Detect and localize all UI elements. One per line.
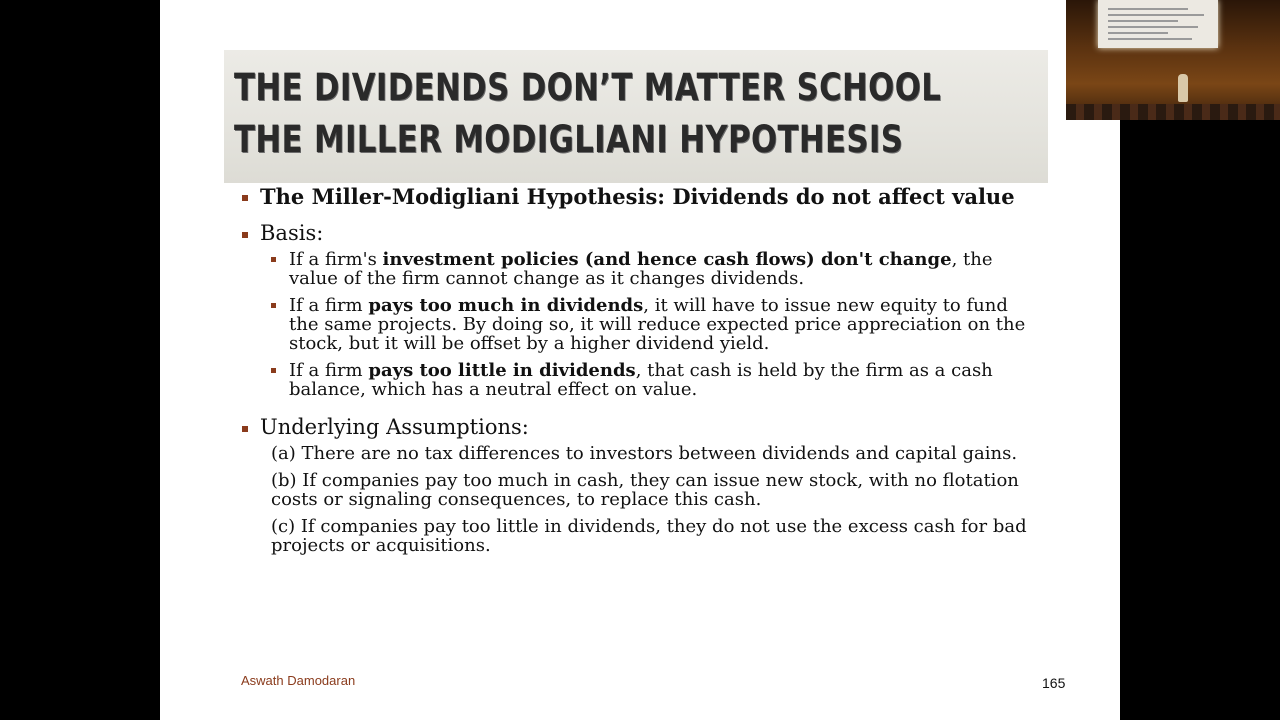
auditorium-seats — [1066, 104, 1280, 120]
bullet-underlying-assumptions: Underlying Assumptions: — [242, 417, 1042, 438]
slide-title-line-2: THE MILLER MODIGLIANI HYPOTHESIS — [234, 118, 904, 161]
basis-item-2 — [271, 296, 1042, 353]
presentation-slide — [160, 0, 1120, 720]
basis-item-1-pre: If a firm's — [289, 249, 383, 270]
basis-item-1-bold: investment policies (and hence cash flows) don't change — [382, 249, 952, 270]
lecture-video-thumbnail[interactable] — [1066, 0, 1280, 120]
basis-item-3-pre: If a firm — [289, 360, 369, 381]
slide-title-line-1: THE DIVIDENDS DON’T MATTER SCHOOL — [234, 66, 942, 109]
title-banner — [224, 50, 1048, 183]
footer-author: Aswath Damodaran — [241, 673, 356, 688]
bullet-mm-hypothesis: The Miller-Modigliani Hypothesis: Dividends do not affect value — [242, 186, 1042, 207]
basis-item-2-post: , it will have to issue new equity to fund the same projects. By doing so, it will reduce expected price appreciation on the stock, but it will be offset by a higher dividend yield. — [289, 295, 1026, 354]
basis-item-1-post: , the value of the firm cannot change as it changes dividends. — [289, 249, 993, 289]
assumption-a: (a) There are no tax differences to investors between dividends and capital gains. — [271, 443, 1018, 464]
basis-item-3 — [271, 361, 1042, 399]
basis-item-2-pre: If a firm — [289, 295, 369, 316]
assumption-c: (c) If companies pay too little in dividends, they do not use the excess cash for bad projects or acquisitions. — [271, 516, 1027, 556]
assumption-b: (b) If companies pay too much in cash, they can issue new stock, with no flotation costs or signaling consequences, to replace this cash. — [271, 470, 1019, 510]
basis-item-2-bold: pays too much in dividends — [368, 295, 644, 316]
page-number: 165 — [1042, 675, 1066, 691]
basis-item-1 — [271, 250, 1042, 288]
basis-item-3-bold: pays too little in dividends — [368, 360, 636, 381]
projector-screen-image — [1098, 0, 1218, 48]
slide-content — [242, 186, 1042, 555]
bullet-basis: Basis: — [242, 223, 1042, 244]
basis-item-3-post: , that cash is held by the firm as a cash balance, which has a neutral effect on value. — [289, 360, 993, 400]
speaker-figure — [1178, 74, 1188, 102]
